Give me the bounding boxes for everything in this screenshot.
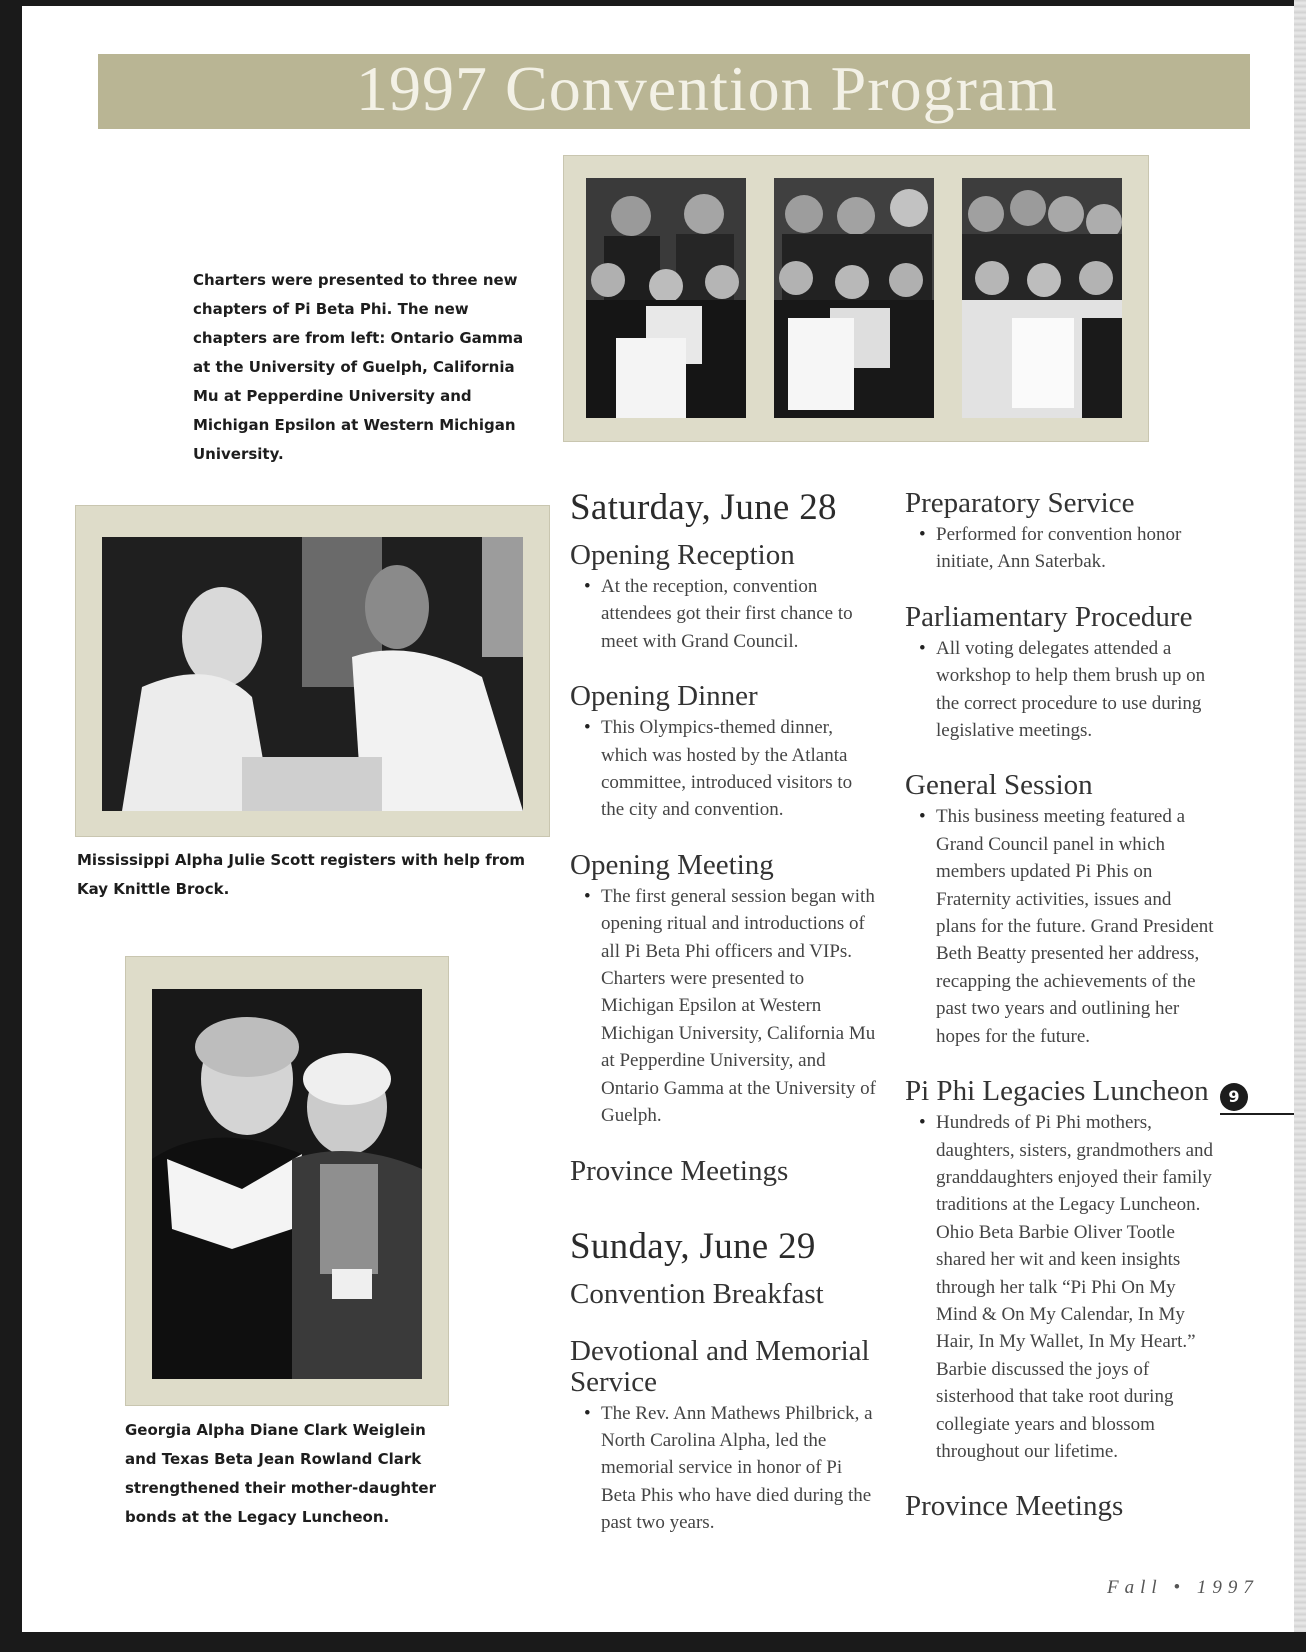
charters-caption: Charters were presented to three new chapters of Pi Beta Phi. The new chapters are from left: Ontario Gamma at the University of Guelph, California Mu at Pepperdine University and Michigan Epsilon at Western Michigan University. xyxy=(193,271,524,463)
event-opening-meeting xyxy=(570,850,880,1130)
schedule-middle-column xyxy=(570,488,880,1563)
legacy-caption: Georgia Alpha Diane Clark Weiglein and Texas Beta Jean Rowland Clark strengthened their mother-daughter bonds at the Legacy Luncheon. xyxy=(125,1421,436,1526)
chapter-photos-frame xyxy=(563,155,1149,442)
issue-footer: Fall • 1997 xyxy=(1107,1577,1259,1598)
chapter-group-photo xyxy=(962,178,1122,418)
schedule-right-column xyxy=(905,488,1215,1548)
title-banner xyxy=(98,54,1250,129)
registration-photo-frame xyxy=(75,505,550,837)
page-number-rule xyxy=(1220,1113,1294,1115)
event-title: Convention Breakfast xyxy=(570,1277,824,1310)
event-description: • This business meeting featured a Grand Council panel in which members updated Pi Phis on Fraternity activities, issues and plans for the future. Grand President Beth Beatty presented her address, recapping the achievements of the past two years and outlining her hopes for the future. xyxy=(919,803,1215,1050)
scan-edge-right xyxy=(1294,0,1306,1652)
event-title: Opening Dinner xyxy=(570,680,758,713)
event-general-session xyxy=(905,770,1215,1050)
event-convention-breakfast xyxy=(570,1279,880,1310)
event-parliamentary-procedure xyxy=(905,602,1215,745)
event-title: Pi Phi Legacies Luncheon xyxy=(905,1075,1209,1108)
saturday-heading: Saturday, June 28 xyxy=(570,487,837,528)
event-description: • All voting delegates attended a workshop to help them brush up on the correct procedure to use during legislative meetings. xyxy=(919,635,1215,745)
event-description: • Hundreds of Pi Phi mothers, daughters, sisters, grandmothers and granddaughters enjoyed their family traditions at the Legacy Luncheon. Ohio Beta Barbie Oliver Tootle shared her wit and keen insights through her talk “Pi Phi On My Mind & On My Calendar, In My Hair, In My Wallet, In My Heart.” Barbie discussed the joys of sisterhood that take root during collegiate years and blossom throughout our lifetime. xyxy=(919,1109,1215,1465)
event-description: • The Rev. Ann Mathews Philbrick, a North Carolina Alpha, led the memorial service in honor of Pi Beta Phis who have died during the past two years. xyxy=(584,1400,880,1537)
event-title: Devotional and Memorial Service xyxy=(570,1334,870,1398)
mother-daughter-photo xyxy=(152,989,422,1379)
event-description: • At the reception, convention attendees got their first chance to meet with Grand Council. xyxy=(584,573,880,655)
chapter-group-photo xyxy=(774,178,934,418)
event-opening-reception xyxy=(570,540,880,655)
event-opening-dinner xyxy=(570,681,880,824)
event-preparatory-service xyxy=(905,488,1215,576)
page-number-badge: 9 xyxy=(1220,1083,1248,1111)
scan-edge-top xyxy=(0,0,1306,6)
event-description: • Performed for convention honor initiate, Ann Saterbak. xyxy=(919,521,1215,576)
event-title: Province Meetings xyxy=(570,1154,789,1187)
event-description: • This Olympics-themed dinner, which was hosted by the Atlanta committee, introduced visitors to the city and convention. xyxy=(584,714,880,824)
event-title: Opening Reception xyxy=(570,539,795,571)
scan-edge-left xyxy=(0,0,22,1652)
event-title: Province Meetings xyxy=(905,1490,1124,1523)
event-province-meetings-sunday xyxy=(905,1491,1215,1522)
event-title: Parliamentary Procedure xyxy=(905,600,1193,633)
event-province-meetings xyxy=(570,1156,880,1187)
event-title: Opening Meeting xyxy=(570,848,774,881)
legacy-photo-frame xyxy=(125,956,449,1406)
page-title: 1997 Convention Program xyxy=(356,54,1059,124)
event-title: Preparatory Service xyxy=(905,487,1135,519)
event-devotional-service xyxy=(570,1336,880,1537)
registration-photo xyxy=(102,537,523,811)
chapter-group-photo xyxy=(586,178,746,418)
sunday-heading: Sunday, June 29 xyxy=(570,1225,816,1267)
scan-edge-bottom xyxy=(0,1632,1306,1652)
registration-caption: Mississippi Alpha Julie Scott registers with help from Kay Knittle Brock. xyxy=(77,851,526,898)
event-description: • The first general session began with opening ritual and introductions of all Pi Beta Phi officers and VIPs. Charters were presented to Michigan Epsilon at Western Michigan University, California Mu at Pepperdine University, and Ontario Gamma at the University of Guelph. xyxy=(584,883,880,1130)
event-legacies-luncheon xyxy=(905,1076,1215,1465)
event-title: General Session xyxy=(905,769,1093,802)
